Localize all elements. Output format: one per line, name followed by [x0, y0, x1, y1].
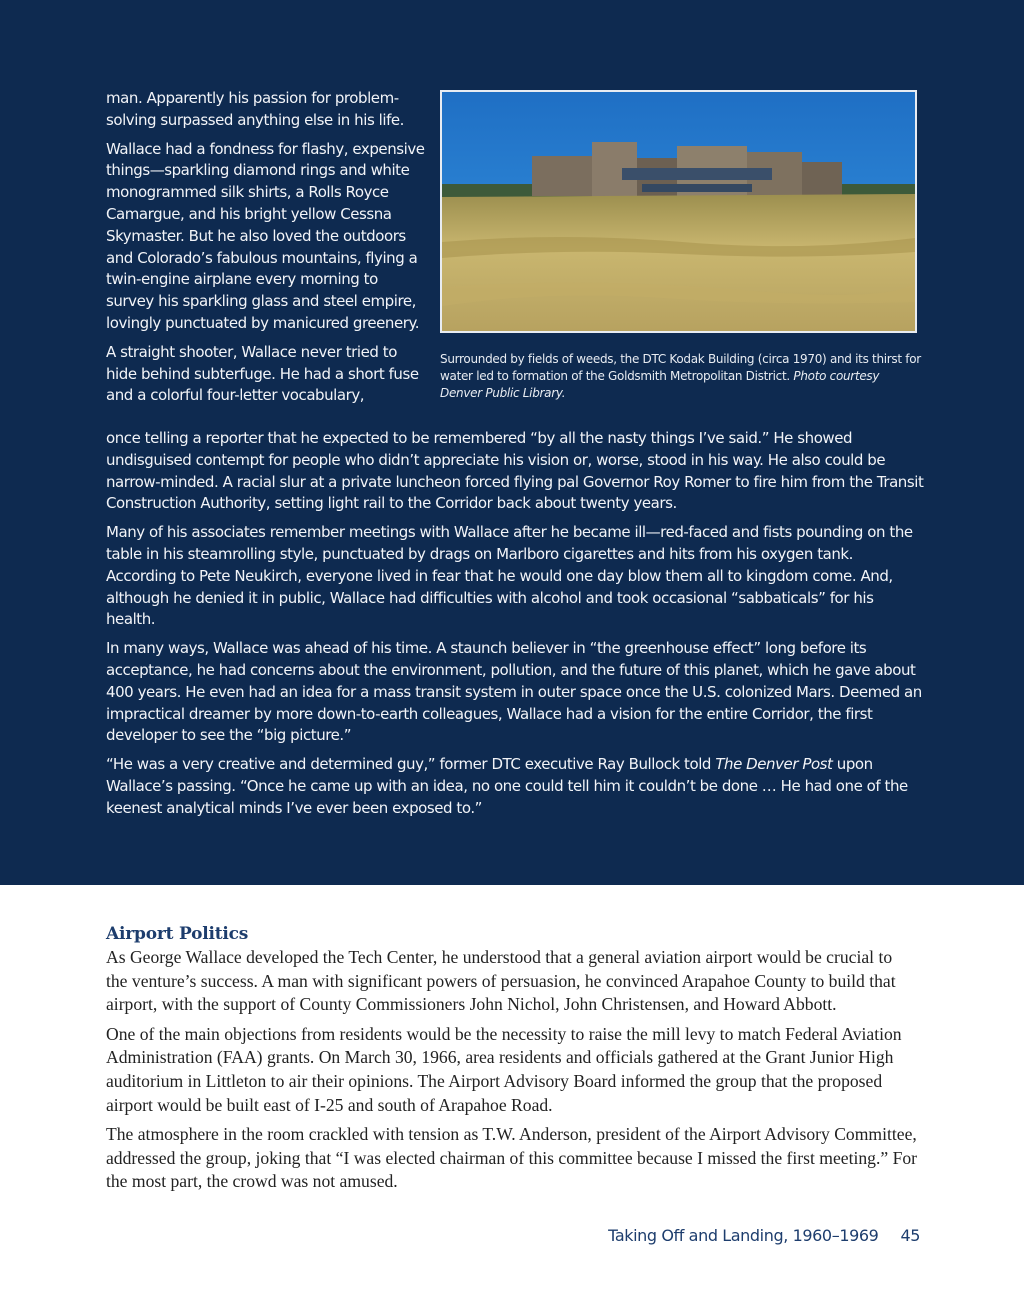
paragraph: Many of his associates remember meetings with Wallace after he became ill—red-faced and fists pounding on the table in his steamrolling style, punctuated by drags on Marlboro cigarettes and hits from his oxygen tank. According to Pete Neukirch, everyone lived in fear that he would one day blow them all to kingdom come. And, although he denied it in public, Wallace had difficulties with alcohol and took occasional “sabbaticals” for his health. [106, 523, 913, 629]
caption-credit: Photo courtesy Denver Public Library. [440, 369, 880, 400]
paragraph: Wallace had a fondness for flashy, expensive things—sparkling diamond rings and white monogrammed silk shirts, a Rolls Royce Camargue, and his bright yellow Cessna Skymaster. But he also loved the outdoors and Colorado’s fabulous mountains, flying a twin-engine airplane every morning to survey his sparkling glass and steel empire, lovingly punctuated by manicured greenery. [106, 139, 425, 332]
publication-title: The Denver Post [715, 755, 833, 774]
paragraph: man. Apparently his passion for problem-solving surpassed anything else in his life. [106, 89, 404, 129]
photo-caption [440, 351, 924, 402]
page-number: 45 [900, 1226, 920, 1245]
caption-text: Surrounded by fields of weeds, the DTC Kodak Building (circa 1970) and its thirst for water led to formation of the Goldsmith Metropolitan District. [440, 352, 921, 383]
narrow-text-column [106, 88, 428, 414]
page-footer [560, 1226, 920, 1245]
paragraph: As George Wallace developed the Tech Center, he understood that a general aviation airport would be crucial to the venture’s success. A man with significant powers of persuasion, he convinced Arapahoe County to build that airport, with the support of County Commissioners John Nichol, John Christensen, and Howard Abbott. [106, 947, 896, 1015]
section-heading: Airport Politics [106, 924, 249, 944]
paragraph: A straight shooter, Wallace never tried to hide behind subterfuge. He had a short fuse and a colorful four-letter vocabulary, [106, 342, 419, 405]
paragraph: In many ways, Wallace was ahead of his time. A staunch believer in “the greenhouse effect” long before its acceptance, he had concerns about the environment, pollution, and the future of this planet, which he gave about 400 years. He even had an idea for a mass transit system in outer space once the U.S. colonized Mars. Deemed an impractical dreamer by more down-to-earth colleagues, Wallace had a vision for the entire Corridor, the first developer to see the “big picture.” [106, 639, 922, 745]
airport-politics-section [106, 922, 918, 1200]
chapter-title: Taking Off and Landing, 1960–1969 [608, 1226, 879, 1245]
quote-part-1: “He was a very creative and determined guy,” former DTC executive Ray Bullock told [106, 755, 716, 774]
quote-paragraph [106, 754, 924, 819]
quote-part-2: upon Wallace’s passing. “Once he came up with an idea, no one could tell him it couldn’t be done … He had one of the keenest analytical minds I’ve ever been exposed to.” [106, 755, 908, 817]
paragraph: The atmosphere in the room crackled with tension as T.W. Anderson, president of the Airport Advisory Committee, addressed the group, joking that “I was elected chairman of this committee because I missed the first meeting.” For the most part, the crowd was not amused. [106, 1124, 918, 1192]
paragraph: One of the main objections from residents would be the necessity to raise the mill levy to match Federal Aviation Administration (FAA) grants. On March 30, 1966, area residents and officials gathered at the Grant Junior High auditorium in Littleton to air their opinions. The Airport Advisory Board informed the group that the proposed airport would be built east of I-25 and south of Arapahoe Road. [106, 1023, 902, 1115]
photo-illustration [442, 92, 915, 331]
kodak-building-photo [440, 90, 917, 333]
full-width-text-column [106, 428, 924, 827]
paragraph: once telling a reporter that he expected to be remembered “by all the nasty things I’ve said.” He showed undisguised contempt for people who didn’t appreciate his vision or, worse, stood in his way. He also could be narrow-minded. A racial slur at a private luncheon forced flying pal Governor Roy Romer to fire him from the Transit Construction Authority, setting light rail to the Corridor back about twenty years. [106, 429, 924, 513]
